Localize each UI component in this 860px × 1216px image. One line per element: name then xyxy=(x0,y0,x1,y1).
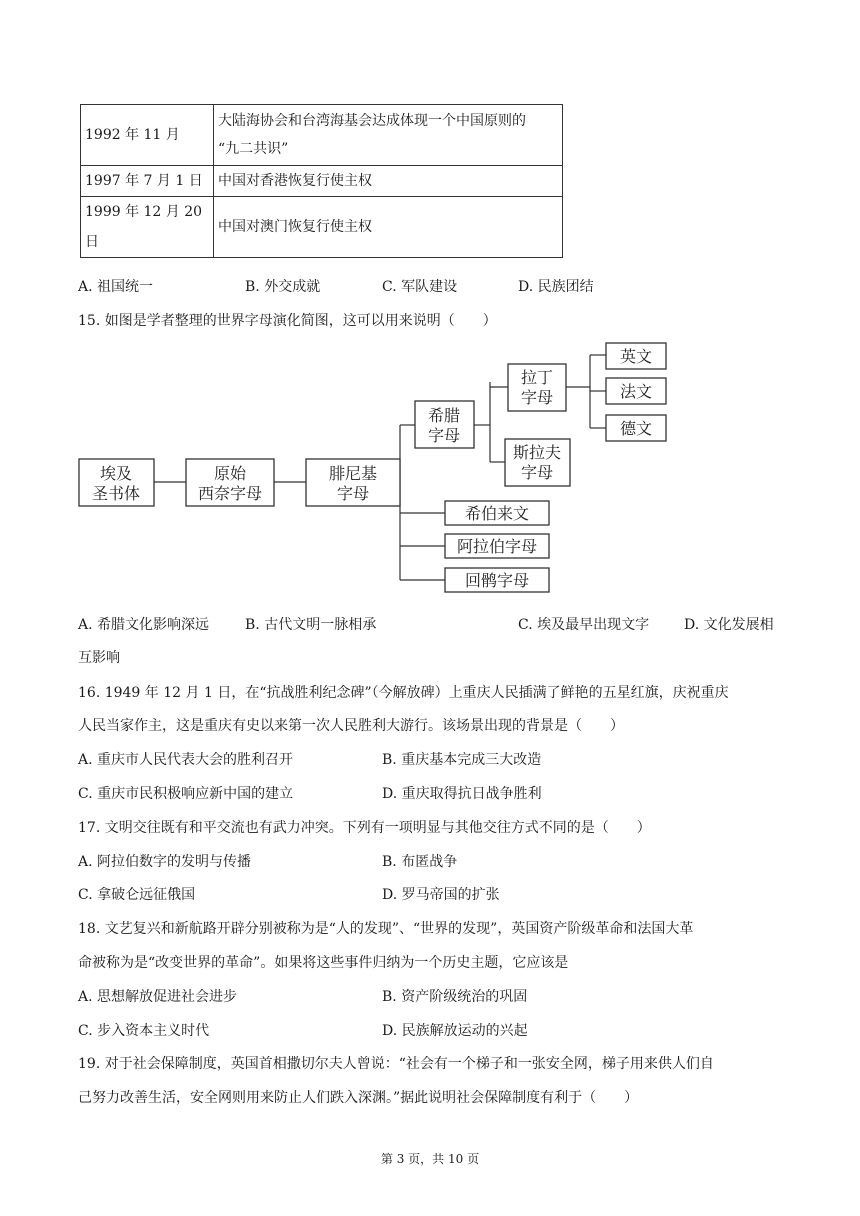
node-label: 圣书体 xyxy=(91,484,141,503)
node-label: 希伯来文 xyxy=(464,504,530,523)
node-proto-sinaitic xyxy=(186,459,274,506)
node-label: 德文 xyxy=(619,419,653,438)
node-hebrew xyxy=(445,501,549,525)
q14-option-b: B. 外交成就 xyxy=(245,279,321,295)
q18-option-c: C. 步入资本主义时代 xyxy=(78,1023,210,1039)
q17-option-a: A. 阿拉伯数字的发明与传播 xyxy=(78,854,252,870)
node-label: 字母 xyxy=(520,463,554,482)
node-french xyxy=(606,378,666,404)
q16-stem-line2: 人民当家作主，这是重庆有史以来第一次人民胜利大游行。该场景出现的背景是（ ） xyxy=(78,718,624,734)
row-desc: 中国对香港恢复行使主权 xyxy=(214,166,563,197)
row-desc-line: 大陆海协会和台湾海基会达成体现一个中国原则的 xyxy=(218,113,526,129)
q17-option-d: D. 罗马帝国的扩张 xyxy=(382,887,500,903)
q19-stem-line2: 己努力改善生活，安全网则用来防止人们跌入深渊。”据此说明社会保障制度有利于（ ） xyxy=(78,1090,639,1106)
row-date: 1992 年 11 月 xyxy=(81,105,214,166)
q14-option-d: D. 民族团结 xyxy=(518,279,594,295)
row-date: 1999 年 12 月 20 日 xyxy=(81,197,214,258)
node-label: 英文 xyxy=(619,347,653,366)
node-label: 原始 xyxy=(213,464,247,483)
row-desc-line: “九二共识” xyxy=(218,141,289,157)
node-label: 法文 xyxy=(619,382,653,401)
node-latin xyxy=(508,364,566,411)
node-label: 西奈字母 xyxy=(197,484,263,503)
node-english xyxy=(606,343,666,369)
row-desc xyxy=(214,105,563,166)
node-label: 字母 xyxy=(520,388,554,407)
q15-option-d: D. 文化发展相 xyxy=(684,617,774,633)
q16-option-d: D. 重庆取得抗日战争胜利 xyxy=(382,786,542,802)
node-greek xyxy=(415,401,474,448)
q15-option-c: C. 埃及最早出现文字 xyxy=(518,617,650,633)
node-slavic xyxy=(505,439,570,486)
table-row xyxy=(81,197,563,258)
node-egyptian-hieroglyphs xyxy=(79,459,154,506)
node-label: 埃及 xyxy=(99,464,133,483)
node-label: 字母 xyxy=(427,426,461,445)
q18-option-a: A. 思想解放促进社会进步 xyxy=(78,989,238,1005)
node-german xyxy=(606,415,666,441)
node-label: 字母 xyxy=(336,484,370,503)
q17-stem: 17. 文明交往既有和平交流也有武力冲突。下列有一项明显与其他交往方式不同的是（ ） xyxy=(78,820,651,836)
q19-stem-line1: 19. 对于社会保障制度，英国首相撒切尔夫人曾说：“社会有一个梯子和一张安全网，梯子用来供人们自 xyxy=(78,1056,714,1072)
table-row xyxy=(81,166,563,197)
q16-option-c: C. 重庆市民积极响应新中国的建立 xyxy=(78,786,294,802)
q16-stem-line1: 16. 1949 年 12 月 1 日，在“抗战胜利纪念碑”（今解放碑）上重庆人民插满了鲜艳的五星红旗，庆祝重庆 xyxy=(78,685,729,701)
table-row xyxy=(81,105,563,166)
row-desc: 中国对澳门恢复行使主权 xyxy=(214,197,563,258)
node-label: 拉丁 xyxy=(520,368,554,387)
q16-option-a: A. 重庆市人民代表大会的胜利召开 xyxy=(78,752,294,768)
node-label: 回鹘字母 xyxy=(464,571,530,590)
q15-stem: 15. 如图是学者整理的世界字母演化简图，这可以用来说明（ ） xyxy=(78,313,497,329)
q17-option-b: B. 布匿战争 xyxy=(382,854,458,870)
node-label: 希腊 xyxy=(427,406,461,425)
q14-option-a: A. 祖国统一 xyxy=(78,279,154,295)
node-uyghur xyxy=(445,568,549,592)
q15-option-a: A. 希腊文化影响深远 xyxy=(78,617,210,633)
node-phoenician xyxy=(306,459,400,506)
alphabet-evolution-diagram xyxy=(0,330,860,600)
q14-option-c: C. 军队建设 xyxy=(382,279,458,295)
row-date: 1997 年 7 月 1 日 xyxy=(81,166,214,197)
q16-option-b: B. 重庆基本完成三大改造 xyxy=(382,752,542,768)
q18-option-b: B. 资产阶级统治的巩固 xyxy=(382,989,528,1005)
q18-stem-line1: 18. 文艺复兴和新航路开辟分别被称为是“人的发现”、“世界的发现”，英国资产阶级革命和法国大革 xyxy=(78,921,694,937)
node-arabic xyxy=(445,534,549,558)
node-label: 阿拉伯字母 xyxy=(456,537,538,556)
q15-option-b: B. 古代文明一脉相承 xyxy=(245,617,377,633)
page-footer: 第 3 页，共 10 页 xyxy=(380,1152,480,1166)
q18-stem-line2: 命被称为是“改变世界的革命”。如果将这些事件归纳为一个历史主题，它应该是 xyxy=(78,955,569,971)
node-label: 腓尼基 xyxy=(328,464,378,483)
q17-option-c: C. 拿破仑远征俄国 xyxy=(78,887,196,903)
node-label: 斯拉夫 xyxy=(512,443,562,462)
events-table xyxy=(80,104,563,258)
q15-option-d-wrap: 互影响 xyxy=(78,650,120,666)
q18-option-d: D. 民族解放运动的兴起 xyxy=(382,1023,528,1039)
